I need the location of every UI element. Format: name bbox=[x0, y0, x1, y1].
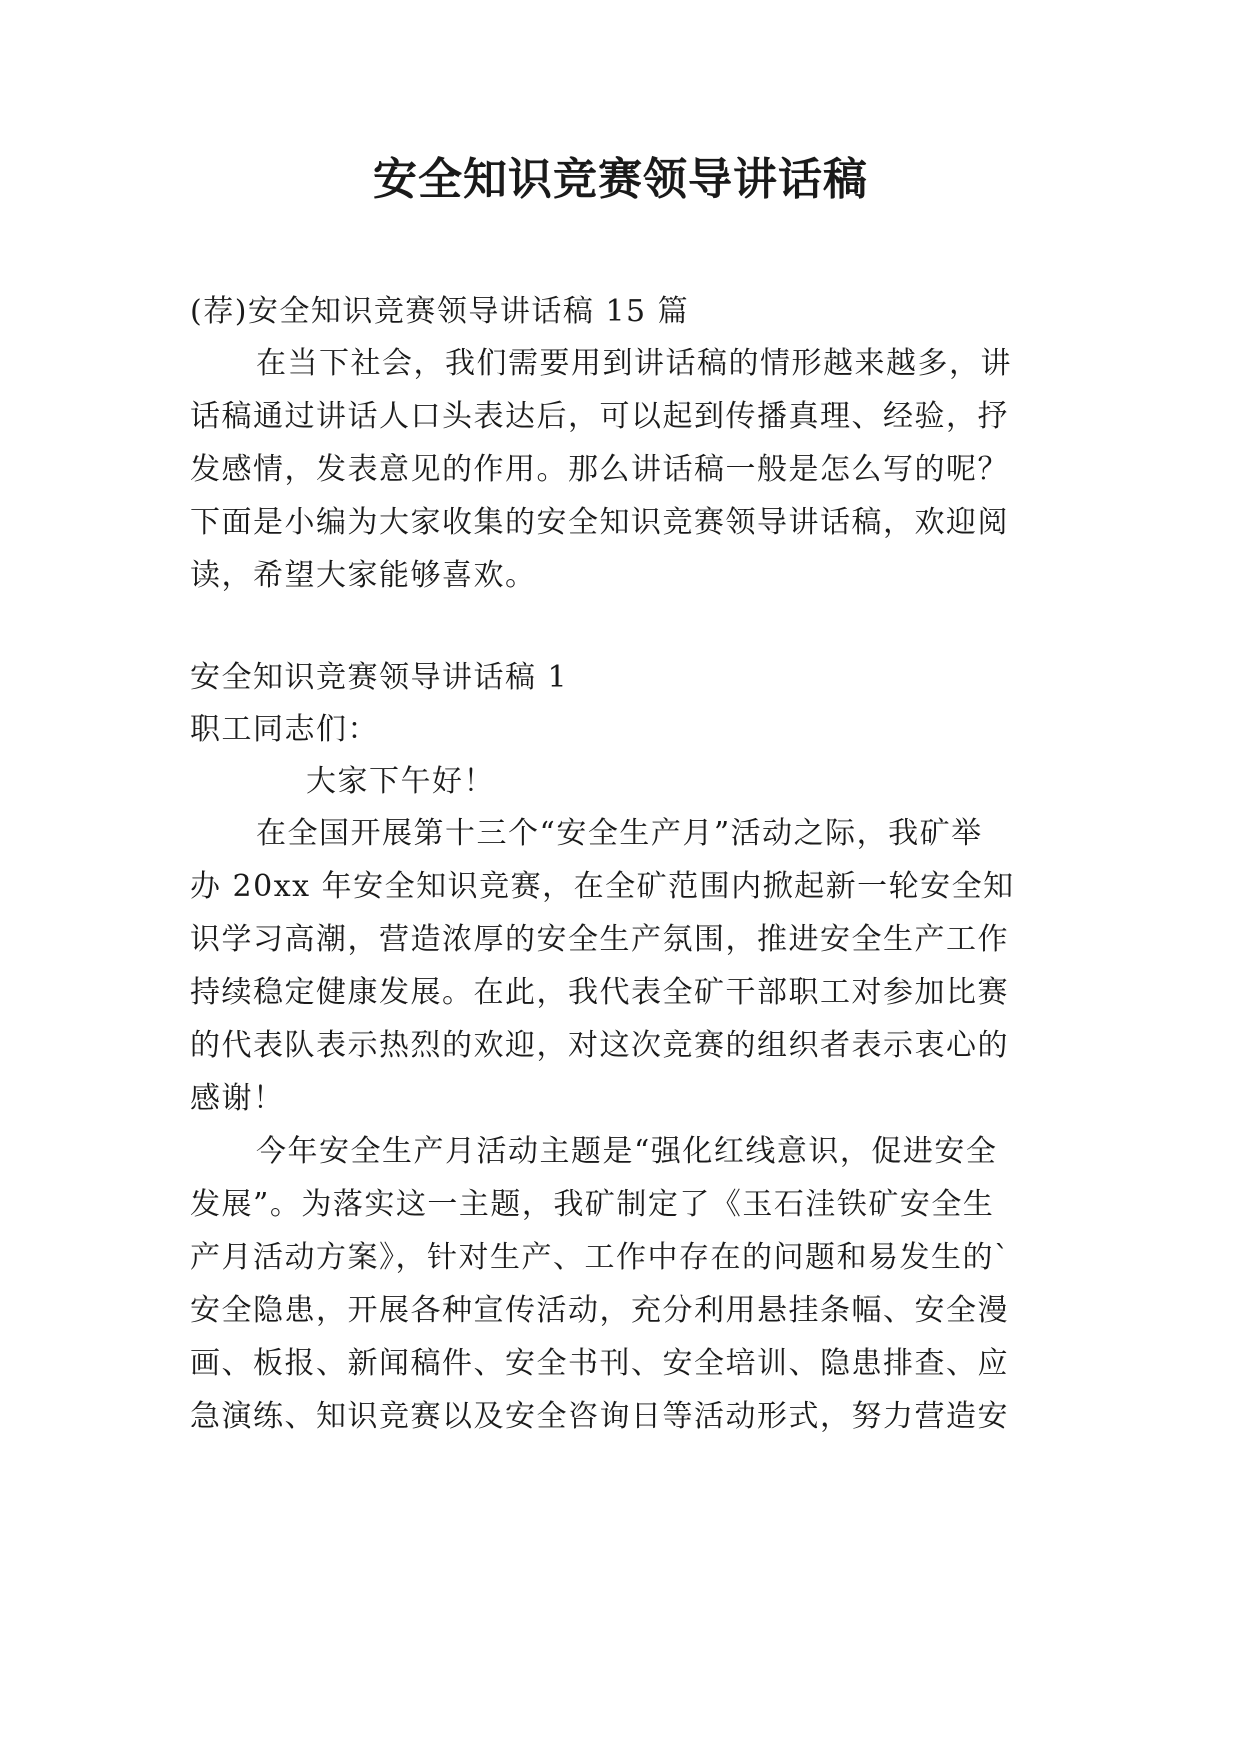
paragraph-line: 产月活动方案》，针对生产、工作中存在的问题和易发生的` bbox=[190, 1240, 1011, 1275]
paragraph-line: 发展”。为落实这一主题，我矿制定了《玉石洼铁矿安全生 bbox=[190, 1187, 995, 1222]
document-subtitle: (荐)安全知识竞赛领导讲话稿 15 篇 bbox=[190, 294, 690, 329]
paragraph-line: 的代表队表示热烈的欢迎，对这次竞赛的组织者表示衷心的 bbox=[190, 1028, 1009, 1063]
paragraph-line: 画、板报、新闻稿件、安全书刊、安全培训、隐患排查、应 bbox=[190, 1346, 1009, 1381]
greeting: 大家下午好！ bbox=[306, 764, 495, 799]
paragraph-line: 急演练、知识竞赛以及安全咨询日等活动形式，努力营造安 bbox=[190, 1399, 1009, 1434]
intro-line: 读，希望大家能够喜欢。 bbox=[190, 558, 537, 593]
paragraph-line: 今年安全生产月活动主题是“强化红线意识，促进安全 bbox=[256, 1134, 998, 1169]
intro-line: 在当下社会，我们需要用到讲话稿的情形越来越多，讲 bbox=[256, 346, 1012, 381]
paragraph-line: 在全国开展第十三个“安全生产月”活动之际，我矿举 bbox=[256, 816, 983, 851]
paragraph-line: 安全隐患，开展各种宣传活动，充分利用悬挂条幅、安全漫 bbox=[190, 1293, 1009, 1328]
intro-line: 下面是小编为大家收集的安全知识竞赛领导讲话稿，欢迎阅 bbox=[190, 505, 1009, 540]
intro-line: 话稿通过讲话人口头表达后，可以起到传播真理、经验，抒 bbox=[190, 399, 1009, 434]
intro-line: 发感情，发表意见的作用。那么讲话稿一般是怎么写的呢？ bbox=[190, 452, 1009, 487]
salutation: 职工同志们： bbox=[190, 712, 379, 747]
paragraph-line: 办 20xx 年安全知识竞赛，在全矿范围内掀起新一轮安全知 bbox=[190, 869, 1015, 904]
paragraph-line: 识学习高潮，营造浓厚的安全生产氛围，推进安全生产工作 bbox=[190, 922, 1009, 957]
paragraph-line: 持续稳定健康发展。在此，我代表全矿干部职工对参加比赛 bbox=[190, 975, 1009, 1010]
section-heading: 安全知识竞赛领导讲话稿 1 bbox=[190, 660, 569, 695]
paragraph-line: 感谢！ bbox=[190, 1081, 285, 1116]
document-title: 安全知识竞赛领导讲话稿 bbox=[373, 154, 868, 205]
